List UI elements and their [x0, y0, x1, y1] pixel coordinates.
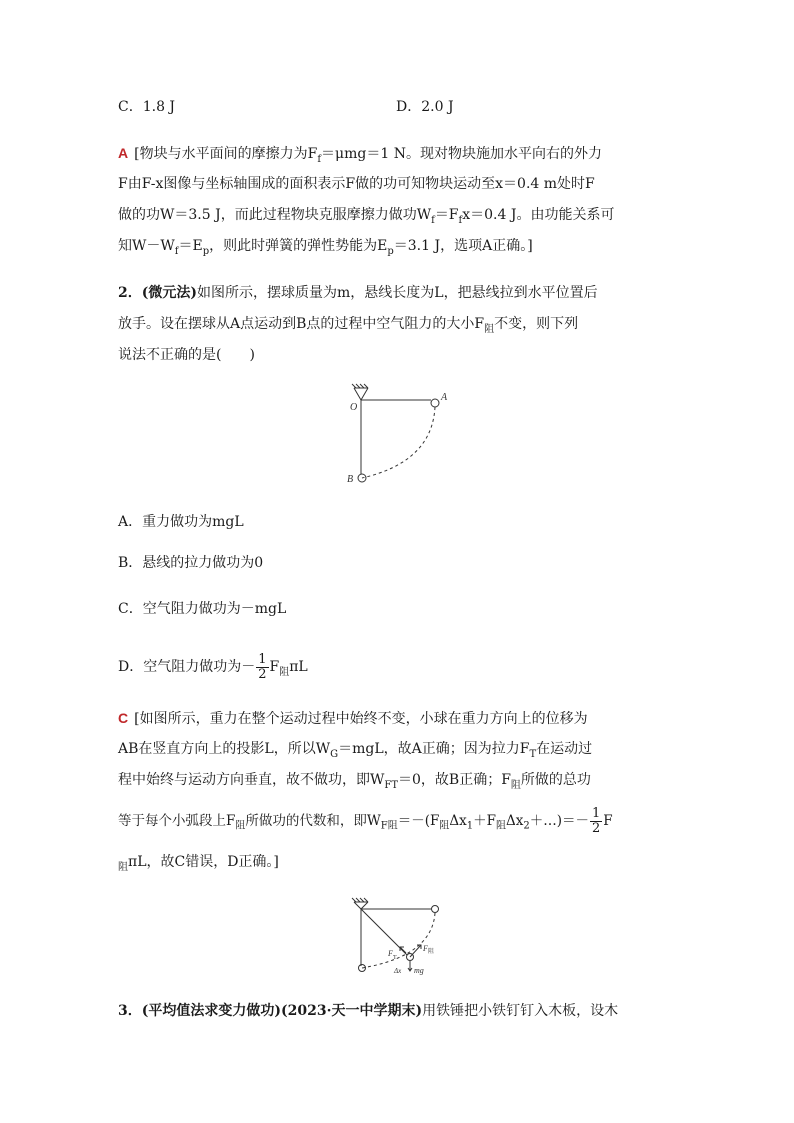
answer-1-line-3: 做的功W＝3.5 J，而此过程物块克服摩擦力做功$W_f=F_fx=0.4$ J。由功能关系可	[118, 207, 615, 226]
label-ft-sub: T	[393, 955, 397, 961]
option-d: D．空气阻力做功为－ $\frac{1}{2}$ $F_阻\pi L$	[118, 651, 308, 682]
label-ft: F	[388, 949, 393, 958]
question-2-line-1: 2．(微元法)如图所示，摆球质量为m，悬线长度为L，把悬线拉到水平位置后	[118, 285, 598, 301]
label-fz-sub: 阻	[428, 949, 435, 955]
answer-2-line-3: 程中始终与运动方向垂直，故不做功，即$W_{FT}=0$，故B正确；$F_阻$所做的总功	[118, 772, 591, 791]
option-c: C．空气阻力做功为－mgL	[118, 601, 287, 617]
answer-2-line-1: C [如图所示，重力在整个运动过程中始终不变，小球在重力方向上的位移为	[118, 710, 588, 727]
answer-2-line-5: $_阻$πL，故C错误，D正确。]	[118, 854, 279, 873]
option-d: D．2.0 J	[396, 99, 454, 115]
answer-letter: C	[118, 710, 129, 726]
label-b: B	[347, 474, 354, 485]
label-mg: mg	[414, 966, 424, 975]
option-b: B．悬线的拉力做功为0	[118, 555, 264, 571]
answer-1-line-4: 知$W-W_f=E_p$，则此时弹簧的弹性势能为$E_p=3.1$ J，选项A正确。]	[118, 238, 533, 257]
fraction: $\frac{1}{2}$	[592, 806, 601, 836]
option-a: A．重力做功为mgL	[118, 514, 244, 530]
label-dx: Δx	[394, 967, 402, 975]
answer-1-line-1: A [物块与水平面间的摩擦力为$F_f=\mu mg=1$ N。现对物块施加水平向右的外力	[118, 145, 602, 165]
question-2-line-2: 放手。设在摆球从A点运动到B点的过程中空气阻力的大小$F_阻$不变，则下列	[118, 316, 579, 335]
fraction: $\frac{1}{2}$	[258, 651, 267, 682]
answer-2-line-4: 等于每个小弧段上$F_阻$所做功的代数和，即$W_{F阻}=-(F_阻\Delta x_1+F_阻\Delta x_2+\dots)=-$ $\frac{1}{2}$ F	[118, 806, 613, 836]
label-o: O	[350, 402, 358, 413]
answer-1-line-2: F由F-x图像与坐标轴围成的面积表示F做的功可知物块运动至x＝0.4 m处时F	[118, 176, 595, 192]
question-3-line-1: 3．(平均值法求变力做功)(2023·天一中学期末)用铁锤把小铁钉钉入木板，设木	[118, 1003, 619, 1019]
force-diagram	[340, 896, 460, 978]
pendulum-figure	[340, 382, 460, 488]
question-2-line-3: 说法不正确的是( )	[118, 347, 255, 363]
label-a: A	[441, 392, 448, 403]
answer-letter: A	[118, 145, 129, 161]
answer-2-line-2: AB在竖直方向上的投影L，所以$W_G=mgL$，故A正确；因为拉力$F_T$在运动过	[118, 741, 593, 760]
option-c: C．1.8 J	[118, 99, 176, 115]
label-fz: F	[423, 944, 428, 953]
